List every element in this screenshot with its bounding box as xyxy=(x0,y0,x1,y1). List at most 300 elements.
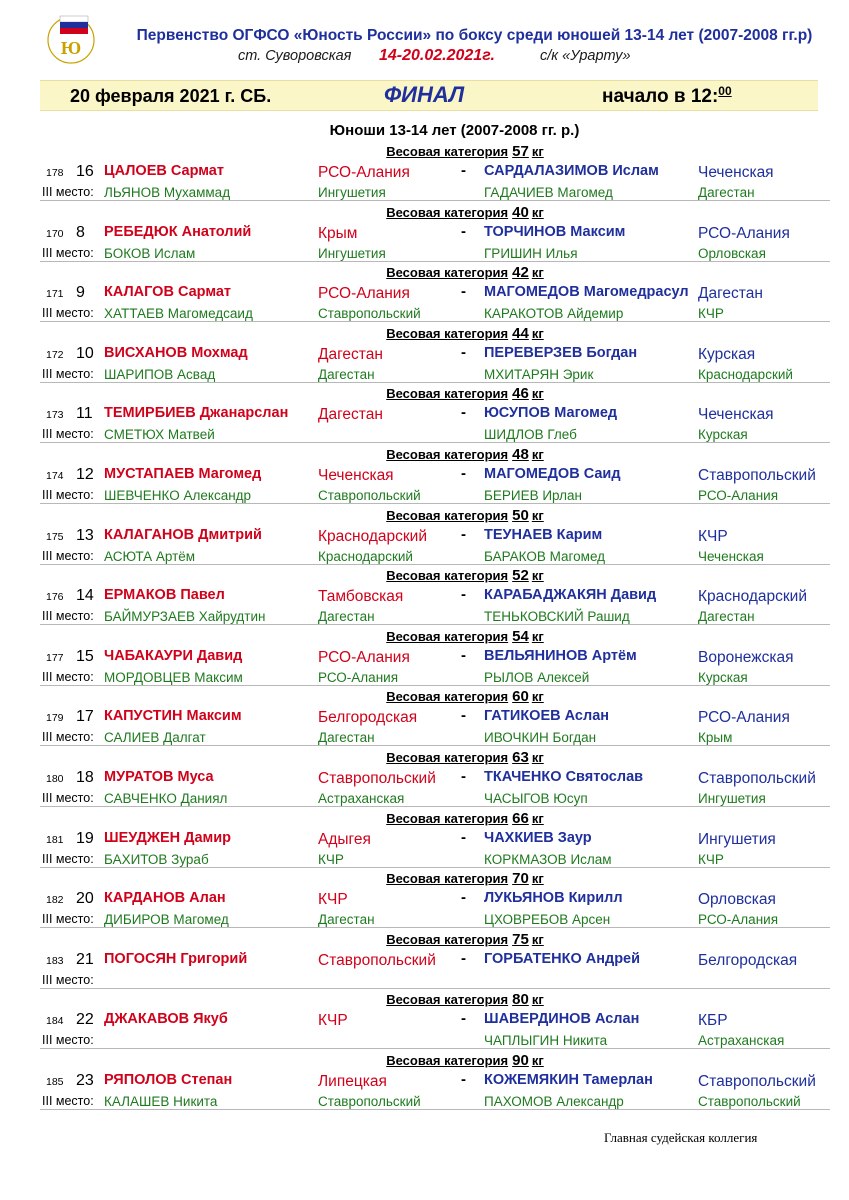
third-place-1-name: САВЧЕНКО Даниял xyxy=(104,790,228,806)
third-place-2-name: ЦХОВРЕБОВ Арсен xyxy=(484,912,611,928)
weight-category-label: Весовая категория xyxy=(386,1052,509,1068)
weight-value: 70 xyxy=(512,870,529,888)
third-place-1-region: Ставропольский xyxy=(318,487,421,503)
bout-row xyxy=(40,868,830,929)
third-place-label: III место: xyxy=(42,185,94,199)
weight-category-label: Весовая категория xyxy=(386,628,509,644)
fight-number: 172 xyxy=(46,348,64,361)
pair-number: 15 xyxy=(76,647,94,665)
event-title: Первенство ОГФСО «Юность России» по боксу среди юношей 13-14 лет (2007-2008 гг.р) xyxy=(136,27,813,44)
red-corner-name: ТЕМИРБИЕВ Джанарслан xyxy=(104,405,289,422)
logo-emblem-icon xyxy=(44,10,98,66)
fight-number: 183 xyxy=(46,954,64,967)
third-place-row xyxy=(40,486,830,504)
blue-corner-name: ЧАХКИЕВ Заур xyxy=(484,829,592,846)
blue-corner-region: Чеченская xyxy=(698,406,774,424)
third-place-1-name: МОРДОВЦЕВ Максим xyxy=(104,669,243,685)
blue-corner-region: Ставропольский xyxy=(698,1072,816,1090)
blue-corner-region: Воронежская xyxy=(698,648,794,666)
versus-dash: - xyxy=(461,525,466,543)
weight-category xyxy=(40,264,830,282)
red-corner-name: ШЕУДЖЕН Дамир xyxy=(104,829,232,846)
third-place-1-name: САЛИЕВ Далгат xyxy=(104,730,206,746)
fight-number: 173 xyxy=(46,409,64,422)
red-corner-region: Дагестан xyxy=(318,406,383,424)
final-pair xyxy=(40,527,830,547)
weight-category-label: Весовая категория xyxy=(386,144,509,159)
event-place: ст. Суворовская xyxy=(238,48,352,64)
red-corner-name: ВИСХАНОВ Мохмад xyxy=(104,344,248,361)
weight-value: 80 xyxy=(512,991,529,1009)
third-place-1-region: РСО-Алания xyxy=(318,669,398,685)
fight-number: 175 xyxy=(46,530,64,543)
versus-dash: - xyxy=(461,404,466,422)
weight-category xyxy=(40,1052,830,1070)
pair-number: 19 xyxy=(76,829,94,847)
blue-corner-region: Ставропольский xyxy=(698,769,816,787)
weight-unit: кг xyxy=(531,628,544,644)
bouts-list xyxy=(40,141,830,1111)
pair-number: 8 xyxy=(76,223,85,241)
bout-row xyxy=(40,141,830,202)
versus-dash: - xyxy=(461,162,466,179)
third-place-1-region: Ставропольский xyxy=(318,1093,421,1109)
weight-category xyxy=(40,507,830,525)
weight-category xyxy=(40,688,830,706)
weight-category xyxy=(40,749,830,767)
third-place-2-region: КЧР xyxy=(698,851,724,867)
blue-corner-region: Орловская xyxy=(698,891,776,909)
blue-corner-region: Чеченская xyxy=(698,164,774,181)
blue-corner-region: Ингушетия xyxy=(698,830,776,848)
third-place-label: III место: xyxy=(42,548,94,563)
bout-row xyxy=(40,1050,830,1111)
blue-corner-region: Ставропольский xyxy=(698,466,816,484)
final-pair xyxy=(40,648,830,668)
bout-row xyxy=(40,505,830,566)
third-place-2-name: ГРИШИН Илья xyxy=(484,245,578,261)
third-place-label: III место: xyxy=(42,730,94,745)
third-place-row xyxy=(40,971,830,989)
weight-value: 50 xyxy=(512,506,529,524)
weight-unit: кг xyxy=(531,507,544,523)
versus-dash: - xyxy=(461,949,466,967)
third-place-label: III место: xyxy=(42,972,94,987)
red-corner-name: РЕБЕДЮК Анатолий xyxy=(104,223,252,240)
versus-dash: - xyxy=(461,1010,466,1028)
fight-number: 174 xyxy=(46,469,64,482)
pair-number: 10 xyxy=(76,344,94,362)
weight-value: 46 xyxy=(512,385,529,403)
third-place-1-region: Дагестан xyxy=(318,912,375,928)
third-place-1-region: Ингушетия xyxy=(318,245,386,261)
weight-unit: кг xyxy=(531,992,544,1008)
weight-unit: кг xyxy=(531,749,544,765)
third-place-2-region: Чеченская xyxy=(698,548,764,564)
weight-category xyxy=(40,204,830,222)
pair-number: 12 xyxy=(76,465,94,483)
third-place-row xyxy=(40,850,830,868)
third-place-label: III место: xyxy=(42,669,94,684)
third-place-1-name: ХАТТАЕВ Магомедсаид xyxy=(104,306,253,322)
third-place-2-name: ЧАСЫГОВ Юсуп xyxy=(484,790,588,806)
bout-row xyxy=(40,626,830,687)
fight-number: 171 xyxy=(46,288,64,301)
fight-number: 181 xyxy=(46,833,64,846)
third-place-2-region: КЧР xyxy=(698,306,724,322)
versus-dash: - xyxy=(461,343,466,361)
blue-corner-region: Белгородская xyxy=(698,951,798,969)
third-place-2-region: Дагестан xyxy=(698,185,755,200)
third-place-1-region: Дагестан xyxy=(318,609,375,625)
weight-unit: кг xyxy=(531,810,544,826)
blue-corner-region: Дагестан xyxy=(698,285,763,303)
third-place-2-name: ИВОЧКИН Богдан xyxy=(484,730,597,746)
red-corner-region: РСО-Алания xyxy=(318,164,410,181)
third-place-row xyxy=(40,728,830,746)
band-date: 20 февраля 2021 г. СБ. xyxy=(70,86,272,106)
blue-corner-name: ПЕРЕВЕРЗЕВ Богдан xyxy=(484,344,638,361)
weight-category xyxy=(40,991,830,1009)
weight-category-label: Весовая категория xyxy=(386,204,509,220)
third-place-1-name: БОКОВ Ислам xyxy=(104,245,196,261)
red-corner-region: Дагестан xyxy=(318,345,383,363)
weight-unit: кг xyxy=(531,204,544,220)
weight-category-label: Весовая категория xyxy=(386,689,509,705)
weight-category xyxy=(40,870,830,888)
weight-category-label: Весовая категория xyxy=(386,325,509,341)
third-place-2-name: МХИТАРЯН Эрик xyxy=(484,366,594,382)
final-pair xyxy=(40,163,830,183)
event-venue: с/к «Урарту» xyxy=(540,48,631,64)
bout-row xyxy=(40,808,830,869)
red-corner-region: Ставропольский xyxy=(318,769,436,787)
third-place-2-name: ЧАПЛЫГИН Никита xyxy=(484,1033,608,1049)
bout-row xyxy=(40,686,830,747)
weight-value: 75 xyxy=(512,930,529,948)
third-place-label: III место: xyxy=(42,245,94,260)
fight-number: 170 xyxy=(46,227,64,240)
third-place-row xyxy=(40,244,830,262)
third-place-row xyxy=(40,365,830,383)
weight-category xyxy=(40,567,830,585)
red-corner-name: ПОГОСЯН Григорий xyxy=(104,950,248,967)
third-place-row xyxy=(40,183,830,201)
weight-category-label: Весовая категория xyxy=(386,810,509,826)
pair-number: 16 xyxy=(76,163,94,180)
third-place-2-name: ТЕНЬКОВСКИЙ Рашид xyxy=(484,609,630,625)
third-place-1-region: Дагестан xyxy=(318,366,375,382)
third-place-1-name: ЛЬЯНОВ Мухаммад xyxy=(104,185,231,200)
third-place-1-region: Краснодарский xyxy=(318,548,413,564)
third-place-row xyxy=(40,304,830,322)
final-pair xyxy=(40,466,830,486)
pair-number: 14 xyxy=(76,587,94,605)
third-place-2-name: ГАДАЧИЕВ Магомед xyxy=(484,185,613,200)
third-place-2-region: Ставропольский xyxy=(698,1093,801,1109)
blue-corner-region: Курская xyxy=(698,345,756,363)
final-pair xyxy=(40,830,830,850)
weight-value: 66 xyxy=(512,809,529,827)
third-place-label: III место: xyxy=(42,306,94,321)
third-place-label: III место: xyxy=(42,366,94,381)
final-pair xyxy=(40,284,830,304)
blue-corner-name: ТОРЧИНОВ Максим xyxy=(484,223,626,240)
red-corner-region: РСО-Алания xyxy=(318,285,410,303)
third-place-2-region: РСО-Алания xyxy=(698,912,778,928)
final-pair xyxy=(40,890,830,910)
fight-number: 178 xyxy=(46,167,64,179)
pair-number: 20 xyxy=(76,890,94,908)
final-pair xyxy=(40,708,830,728)
blue-corner-name: МАГОМЕДОВ Магомедрасул xyxy=(484,284,689,301)
third-place-row xyxy=(40,547,830,565)
stage-title: ФИНАЛ xyxy=(384,82,465,107)
red-corner-region: Белгородская xyxy=(318,709,418,727)
third-place-2-region: Дагестан xyxy=(698,609,755,625)
weight-category-label: Весовая категория xyxy=(386,386,509,402)
final-pair xyxy=(40,1072,830,1092)
weight-value: 42 xyxy=(512,264,529,282)
versus-dash: - xyxy=(461,707,466,725)
blue-corner-name: ЛУКЬЯНОВ Кирилл xyxy=(484,890,623,907)
pair-number: 11 xyxy=(76,405,93,423)
versus-dash: - xyxy=(461,464,466,482)
third-place-label: III место: xyxy=(42,912,94,927)
third-place-1-region: Дагестан xyxy=(318,730,375,746)
blue-corner-name: КОЖЕМЯКИН Тамерлан xyxy=(484,1071,653,1088)
pair-number: 18 xyxy=(76,768,94,786)
third-place-1-name: СМЕТЮХ Матвей xyxy=(104,427,215,443)
versus-dash: - xyxy=(461,283,466,301)
weight-unit: кг xyxy=(531,1052,544,1068)
third-place-row xyxy=(40,910,830,928)
weight-category xyxy=(40,143,830,161)
third-place-2-region: Ингушетия xyxy=(698,790,766,806)
third-place-2-region: Курская xyxy=(698,669,748,685)
fight-number: 180 xyxy=(46,772,64,785)
weight-unit: кг xyxy=(531,386,544,402)
weight-unit: кг xyxy=(531,144,544,159)
pair-number: 23 xyxy=(76,1071,94,1089)
weight-category-label: Весовая категория xyxy=(386,265,509,281)
red-corner-name: КАЛАГАНОВ Дмитрий xyxy=(104,526,262,543)
blue-corner-name: ТКАЧЕНКО Святослав xyxy=(484,768,644,785)
third-place-1-name: ДИБИРОВ Магомед xyxy=(104,912,229,928)
red-corner-name: ЕРМАКОВ Павел xyxy=(104,587,225,604)
third-place-1-region: Ингушетия xyxy=(318,185,386,200)
section-title: Юноши 13-14 лет (2007-2008 гг. р.) xyxy=(329,122,580,139)
weight-category xyxy=(40,931,830,949)
weight-category xyxy=(40,325,830,343)
third-place-label: III место: xyxy=(42,851,94,866)
weight-value: 44 xyxy=(512,324,529,342)
pair-number: 9 xyxy=(76,284,85,302)
blue-corner-name: КАРАБАДЖАКЯН Давид xyxy=(484,587,657,604)
weight-value: 63 xyxy=(512,748,529,766)
weight-category-label: Весовая категория xyxy=(386,931,509,947)
bout-row xyxy=(40,565,830,626)
logo xyxy=(44,10,98,66)
third-place-2-region: Крым xyxy=(698,730,733,746)
weight-value: 90 xyxy=(512,1051,529,1069)
third-place-label: III место: xyxy=(42,427,94,442)
bout-row xyxy=(40,747,830,808)
weight-category xyxy=(40,628,830,646)
blue-corner-name: ГАТИКОЕВ Аслан xyxy=(484,708,610,725)
red-corner-name: КАПУСТИН Максим xyxy=(104,708,242,725)
weight-unit: кг xyxy=(531,689,544,705)
final-pair xyxy=(40,1011,830,1031)
blue-corner-region: РСО-Алания xyxy=(698,224,790,242)
fight-number: 179 xyxy=(46,712,64,725)
red-corner-region: Адыгея xyxy=(318,830,371,848)
red-corner-region: КЧР xyxy=(318,891,348,909)
third-place-1-region: Астраханская xyxy=(318,790,405,806)
third-place-1-region: Ставропольский xyxy=(318,306,421,322)
blue-corner-region: КБР xyxy=(698,1012,728,1030)
weight-value: 54 xyxy=(512,627,529,645)
third-place-row xyxy=(40,668,830,686)
third-place-row xyxy=(40,1031,830,1049)
fight-number: 176 xyxy=(46,591,64,604)
weight-category xyxy=(40,446,830,464)
red-corner-name: МУСТАПАЕВ Магомед xyxy=(104,465,262,482)
red-corner-region: Липецкая xyxy=(318,1072,387,1090)
blue-corner-name: ЮСУПОВ Магомед xyxy=(484,405,618,422)
blue-corner-region: РСО-Алания xyxy=(698,709,790,727)
footer-signature: Главная судейская коллегия xyxy=(604,1130,758,1145)
weight-unit: кг xyxy=(531,325,544,341)
bout-row xyxy=(40,323,830,384)
third-place-label: III место: xyxy=(42,609,94,624)
red-corner-region: Краснодарский xyxy=(318,527,427,545)
blue-corner-name: ШАВЕРДИНОВ Аслан xyxy=(484,1011,640,1028)
blue-corner-region: Краснодарский xyxy=(698,588,807,606)
weight-value: 52 xyxy=(512,567,529,585)
weight-unit: кг xyxy=(531,446,544,462)
final-pair xyxy=(40,405,830,425)
red-corner-region: Крым xyxy=(318,224,358,242)
weight-category xyxy=(40,810,830,828)
weight-category-label: Весовая категория xyxy=(386,749,509,765)
weight-value: 60 xyxy=(512,688,529,706)
weight-unit: кг xyxy=(531,931,544,947)
blue-corner-name: ГОРБАТЕНКО Андрей xyxy=(484,950,641,967)
bout-row xyxy=(40,929,830,990)
fight-number: 184 xyxy=(46,1015,64,1028)
weight-unit: кг xyxy=(531,871,544,887)
start-time xyxy=(602,84,732,108)
bout-row xyxy=(40,262,830,323)
fight-number: 177 xyxy=(46,651,64,664)
third-place-2-region: РСО-Алания xyxy=(698,487,778,503)
weight-value: 57 xyxy=(512,143,529,160)
third-place-2-name: БЕРИЕВ Ирлан xyxy=(484,487,582,503)
third-place-2-name: КОРКМАЗОВ Ислам xyxy=(484,851,612,867)
start-minutes: 00 xyxy=(718,84,732,98)
pair-number: 21 xyxy=(76,950,94,968)
weight-category-label: Весовая категория xyxy=(386,446,509,462)
weight-category-label: Весовая категория xyxy=(386,507,509,523)
red-corner-region: Тамбовская xyxy=(318,588,404,606)
third-place-label: III место: xyxy=(42,487,94,502)
third-place-1-name: КАЛАШЕВ Никита xyxy=(104,1093,218,1109)
versus-dash: - xyxy=(461,646,466,664)
red-corner-name: ДЖАКАВОВ Якуб xyxy=(104,1011,228,1028)
event-dates: 14-20.02.2021г. xyxy=(379,47,495,64)
versus-dash: - xyxy=(461,889,466,907)
third-place-2-region: Краснодарский xyxy=(698,366,793,382)
red-corner-name: КАЛАГОВ Сармат xyxy=(104,284,232,301)
weight-unit: кг xyxy=(531,265,544,281)
weight-value: 48 xyxy=(512,445,529,463)
third-place-2-region: Астраханская xyxy=(698,1033,785,1049)
third-place-2-name: КАРАКОТОВ Айдемир xyxy=(484,306,624,322)
fight-number: 182 xyxy=(46,894,64,907)
third-place-1-name: БАЙМУРЗАЕВ Хайрудтин xyxy=(104,609,266,625)
weight-value: 40 xyxy=(512,203,529,221)
third-place-label: III место: xyxy=(42,790,94,805)
third-place-1-name: АСЮТА Артём xyxy=(104,548,196,564)
red-corner-region: Ставропольский xyxy=(318,951,436,969)
bout-row xyxy=(40,444,830,505)
red-corner-name: ЧАБАКАУРИ Давид xyxy=(104,647,243,664)
red-corner-name: КАРДАНОВ Алан xyxy=(104,890,226,907)
final-pair xyxy=(40,769,830,789)
third-place-row xyxy=(40,1092,830,1110)
third-place-1-name: ШЕВЧЕНКО Александр xyxy=(104,487,252,503)
pair-number: 17 xyxy=(76,708,94,726)
weight-category-label: Весовая категория xyxy=(386,871,509,887)
blue-corner-name: МАГОМЕДОВ Саид xyxy=(484,465,621,482)
final-pair xyxy=(40,345,830,365)
blue-corner-name: САРДАЛАЗИМОВ Ислам xyxy=(484,163,659,179)
blue-corner-name: ВЕЛЬЯНИНОВ Артём xyxy=(484,647,637,664)
third-place-2-region: Курская xyxy=(698,427,748,443)
versus-dash: - xyxy=(461,586,466,604)
final-pair xyxy=(40,587,830,607)
third-place-2-name: ПАХОМОВ Александр xyxy=(484,1093,624,1109)
red-corner-name: МУРАТОВ Муса xyxy=(104,768,214,785)
third-place-2-name: БАРАКОВ Магомед xyxy=(484,548,606,564)
third-place-label: III место: xyxy=(42,1033,94,1048)
third-place-row xyxy=(40,425,830,443)
third-place-1-region: КЧР xyxy=(318,851,344,867)
bout-row xyxy=(40,202,830,263)
final-pair xyxy=(40,951,830,971)
blue-corner-region: КЧР xyxy=(698,527,728,545)
red-corner-name: ЦАЛОЕВ Сармат xyxy=(104,163,224,179)
blue-corner-name: ТЕУНАЕВ Карим xyxy=(484,526,603,543)
fight-number: 185 xyxy=(46,1075,64,1088)
weight-category xyxy=(40,385,830,403)
red-corner-name: РЯПОЛОВ Степан xyxy=(104,1071,233,1088)
versus-dash: - xyxy=(461,767,466,785)
third-place-2-name: ШИДЛОВ Глеб xyxy=(484,427,577,443)
third-place-2-name: РЫЛОВ Алексей xyxy=(484,669,590,685)
weight-category-label: Весовая категория xyxy=(386,568,509,584)
versus-dash: - xyxy=(461,1070,466,1088)
red-corner-region: РСО-Алания xyxy=(318,648,410,666)
red-corner-region: КЧР xyxy=(318,1012,348,1030)
pair-number: 13 xyxy=(76,526,94,544)
weight-unit: кг xyxy=(531,568,544,584)
weight-category-label: Весовая категория xyxy=(386,992,509,1008)
start-label: начало в 12: xyxy=(602,86,719,107)
final-pair xyxy=(40,224,830,244)
red-corner-region: Чеченская xyxy=(318,466,394,484)
